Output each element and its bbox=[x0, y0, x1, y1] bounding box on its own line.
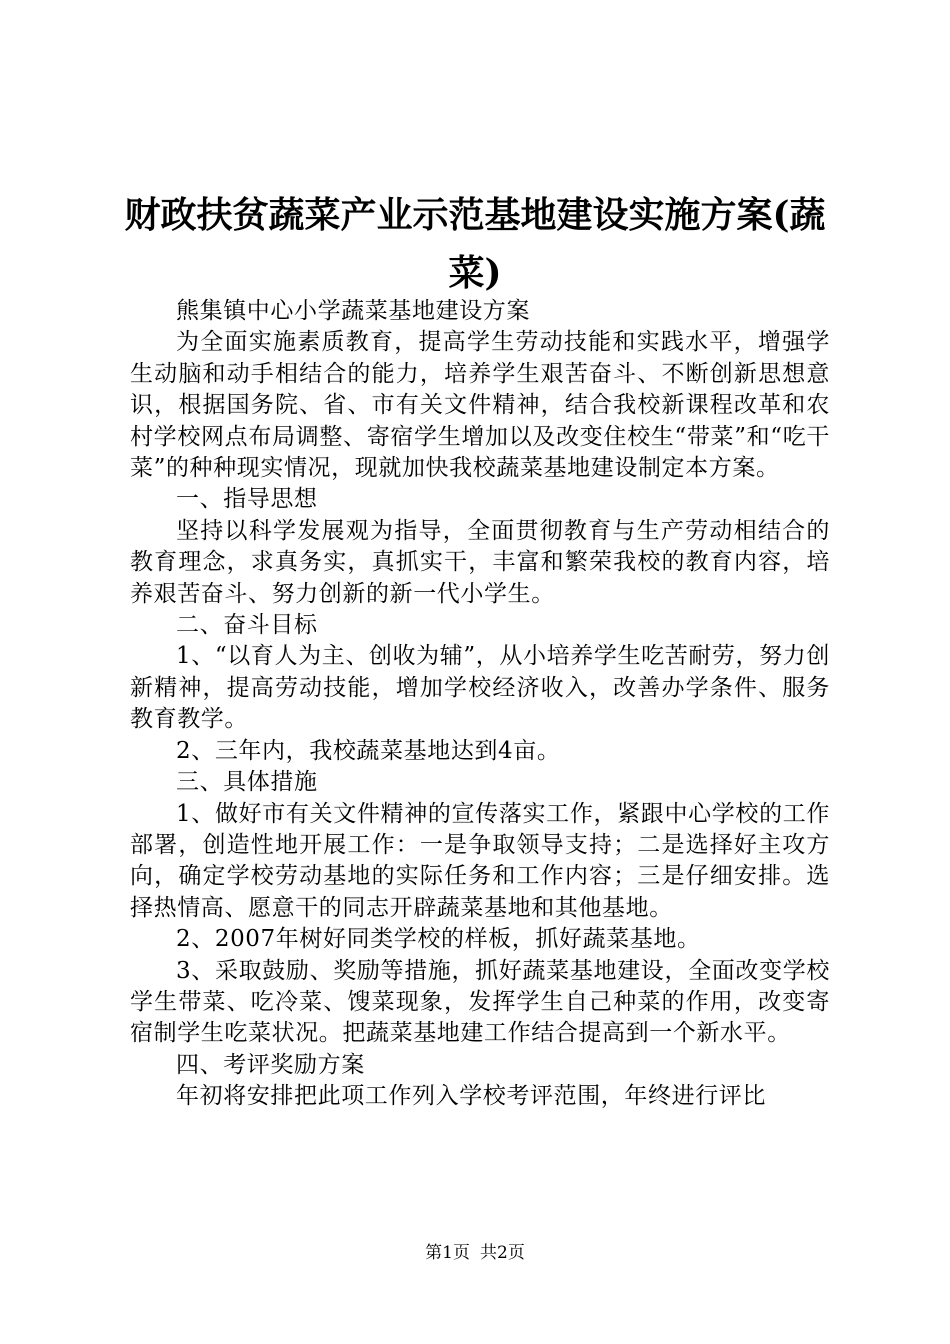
section-heading-goals: 二、奋斗目标 bbox=[176, 612, 318, 639]
paragraph-goal-1: 1、“以育人为主、创收为辅”，从小培养学生吃苦耐劳，努力创新精神，提高劳动技能，增加学校经济收入，改善办学条件、服务教育教学。 bbox=[130, 643, 830, 733]
section-heading-guiding-thought: 一、指导思想 bbox=[176, 486, 318, 513]
paragraph-measure-3: 3、采取鼓励、奖励等措施，抓好蔬菜基地建设，全面改变学校学生带菜、吃冷菜、馊菜现象，发挥学生自己种菜的作用，改变寄宿制学生吃菜状况。把蔬菜基地建工作结合提高到一个新水平。 bbox=[130, 957, 830, 1047]
document-title: 财政扶贫蔬菜产业示范基地建设实施方案(蔬菜) bbox=[124, 194, 826, 294]
paragraph-guiding-thought: 坚持以科学发展观为指导，全面贯彻教育与生产劳动相结合的教育理念，求真务实，真抓实干，丰富和繁荣我校的教育内容，培养艰苦奋斗、努力创新的新一代小学生。 bbox=[130, 517, 830, 607]
paragraph-measure-1: 1、做好市有关文件精神的宣传落实工作，紧跟中心学校的工作部署，创造性地开展工作：一是争取领导支持；二是选择好主攻方向，确定学校劳动基地的实际任务和工作内容；三是仔细安排。选择热情高、愿意干的同志开辟蔬菜基地和其他基地。 bbox=[130, 800, 830, 921]
school-plan-heading: 熊集镇中心小学蔬菜基地建设方案 bbox=[176, 298, 530, 324]
section-heading-measures: 三、具体措施 bbox=[176, 769, 318, 796]
paragraph-measure-2: 2、2007年树好同类学校的样板，抓好蔬菜基地。 bbox=[176, 926, 701, 953]
document-body bbox=[130, 296, 830, 1113]
page-total: 共2页 bbox=[480, 1243, 525, 1263]
paragraph-intro: 为全面实施素质教育，提高学生劳动技能和实践水平，增强学生动脑和动手相结合的能力，培养学生艰苦奋斗、不断创新思想意识，根据国务院、省、市有关文件精神，结合我校新课程改革和农村学校网点布局调整、寄宿学生增加以及改变住校生“带菜”和“吃干菜”的种种现实情况，现就加快我校蔬菜基地建设制定本方案。 bbox=[130, 329, 830, 482]
paragraph-evaluation: 年初将安排把此项工作列入学校考评范围，年终进行评比 bbox=[176, 1083, 766, 1110]
page-number: 第1页 bbox=[425, 1243, 470, 1263]
paragraph-goal-2: 2、三年内，我校蔬菜基地达到4亩。 bbox=[176, 737, 561, 764]
section-heading-evaluation: 四、考评奖励方案 bbox=[176, 1051, 365, 1078]
page-footer bbox=[0, 1241, 950, 1265]
